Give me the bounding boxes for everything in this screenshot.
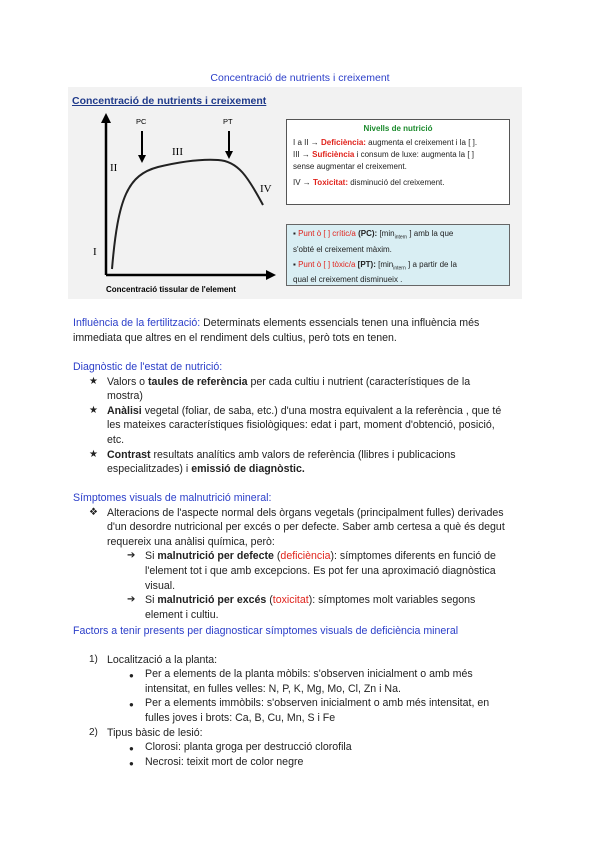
document-title: Concentració de nutrients i creixement xyxy=(210,72,390,84)
zone-i-label: I xyxy=(93,246,97,258)
levels-header: Nivells de nutrició xyxy=(363,124,433,133)
star-icon: ★ xyxy=(89,448,98,460)
y-axis-arrowhead xyxy=(101,113,111,123)
list-item: ● Necrosi: teixit mort de color negre xyxy=(73,755,553,770)
symptoms-section: Símptomes visuals de malnutrició mineral: ❖ Alteracions de l'aspecte normal dels òrgans vegetals (principalment fulles) derivades d'un desordre nutricional per excés o per defecte. Saber amb certesa a què és degut requereix una anàlisi química, però: ➔ Si malnutrició per defecte (deficiència): símptomes diferents en funció de l'element tot i que amb excepcions. Es pot fer una aproximació diagnòstica visual. ➔ Si malnutrició per excés (toxicitat): símptomes molt variables segons element i cultiu. xyxy=(73,491,533,622)
factors-heading: Factors a tenir presents per diagnosticar símptomes visuals de deficiència mineral xyxy=(73,625,459,637)
x-axis-label: Concentració tissular de l'element xyxy=(106,285,236,294)
pc-arrowhead xyxy=(138,155,146,163)
zone-iii-label: III xyxy=(172,146,183,158)
bullet-icon: ● xyxy=(129,758,134,768)
diagnosis-heading: Diagnòstic de l'estat de nutrició: xyxy=(73,361,223,373)
x-axis-arrowhead xyxy=(266,270,276,280)
list-item: ★ Anàlisi vegetal (foliar, de saba, etc.) d'una mostra equivalent a la referència , que té xyxy=(89,404,502,417)
level-toxicity: IV → Toxicitat: disminució del creixement. xyxy=(293,178,445,187)
diamond-icon: ❖ xyxy=(89,506,98,518)
symptoms-heading: Símptomes visuals de malnutrició mineral: xyxy=(73,492,272,504)
star-icon: ★ xyxy=(89,375,98,387)
level-sufficiency-cont: sense augmentar el creixement. xyxy=(293,162,407,171)
zone-ii-label: II xyxy=(110,162,118,174)
arrow-icon: ➔ xyxy=(127,550,136,562)
list-item: ➔ Si malnutrició per excés (toxicitat): símptomes molt variables segons xyxy=(127,594,476,607)
level-sufficiency: III → Suficiència i consum de luxe: augmenta la [ ] xyxy=(293,150,475,159)
factors-section: Factors a tenir presents per diagnosticar símptomes visuals de deficiència mineral 1) Localització a la planta: ● Per a elements de la planta mòbils: s'observen inicialment o amb més intensitat, en fulles velles: N, P, K, Mg, Mo, Cl, Zn i Na. ● Per a elements immòbils: s'observen inicialment o amb més intensitat, en fulles joves i brots: Ca, B, Cu, Mn, S i Fe 2) Tipus bàsic de lesió: ● Clorosi: planta groga per destrucció clorofila ● Necrosi: teixit mort de color negre xyxy=(73,624,553,769)
list-item: ● Per a elements immòbils: s'observen inicialment o amb més intensitat, en xyxy=(73,696,553,711)
figure-title: Concentració de nutrients i creixement xyxy=(72,95,267,107)
pc-label: PC xyxy=(136,117,147,126)
point-toxic: ▪ Punt ò [ ] tòxic/a [PT): [$\min_{intern}$ ] a partir de la xyxy=(293,259,457,272)
pt-label: PT xyxy=(223,117,233,126)
critical-points-box xyxy=(286,224,510,286)
nutrient-growth-figure xyxy=(68,87,522,299)
zone-iv-label: IV xyxy=(260,183,272,195)
list-item: ● Per a elements de la planta mòbils: s'observen inicialment o amb més xyxy=(73,667,553,682)
star-icon: ★ xyxy=(89,404,98,416)
point-critical-cont: s'obté el creixement màxim. xyxy=(293,244,392,254)
list-item: 2) Tipus bàsic de lesió: xyxy=(89,726,203,739)
bullet-icon: ● xyxy=(129,700,134,710)
list-item: ● Clorosi: planta groga per destrucció clorofila xyxy=(73,740,553,755)
bullet-icon: ● xyxy=(129,744,134,754)
bullet-icon: ● xyxy=(129,671,134,681)
nutrition-levels-box xyxy=(286,119,510,205)
list-item: 1) Localització a la planta: xyxy=(89,653,218,666)
list-item: ❖ Alteracions de l'aspecte normal dels òrgans vegetals (principalment fulles) derivades xyxy=(89,506,504,519)
point-critical: ▪ Punt ò [ ] crític/a (PC): [$\min_{intern}$ ] amb la que xyxy=(293,229,454,241)
growth-curve xyxy=(112,160,263,269)
list-item: ➔ Si malnutrició per defecte (deficiència): símptomes diferents en funció de xyxy=(127,550,496,563)
point-toxic-cont: qual el creixement disminueix . xyxy=(293,275,403,285)
pt-arrowhead xyxy=(225,151,233,159)
list-item: ★ Valors o taules de referència per cada cultiu i nutrient (característiques de la xyxy=(89,375,471,388)
level-deficiency: I a II → Deficiència: augmenta el creixement i la [ ]. xyxy=(293,138,478,147)
list-item: ★ Contrast resultats analítics amb valors de referència (llibres i publicacions xyxy=(89,448,456,461)
fertilization-section: Influència de la fertilització: Determinats elements essencials tenen una influència més immediata que altres en el rendiment dels cultius, però tots en tenen. xyxy=(73,317,480,344)
diagnosis-section: Diagnòstic de l'estat de nutrició: ★ Valors o taules de referència per cada cultiu i nutrient (característiques de la mostra) ★ Anàlisi vegetal (foliar, de saba, etc.) d'una mostra equivalent a la referència , que té les mateixes característiques fisiològiques: edat i part, moment d'obtenció, posició, etc. ★ Contrast resultats analítics amb valors de referència (llibres i publicacions especialitzades) i emissió de diagnòstic. xyxy=(73,360,533,477)
fertilization-label: Influència de la fertilització: xyxy=(73,317,201,329)
arrow-icon: ➔ xyxy=(127,594,136,606)
